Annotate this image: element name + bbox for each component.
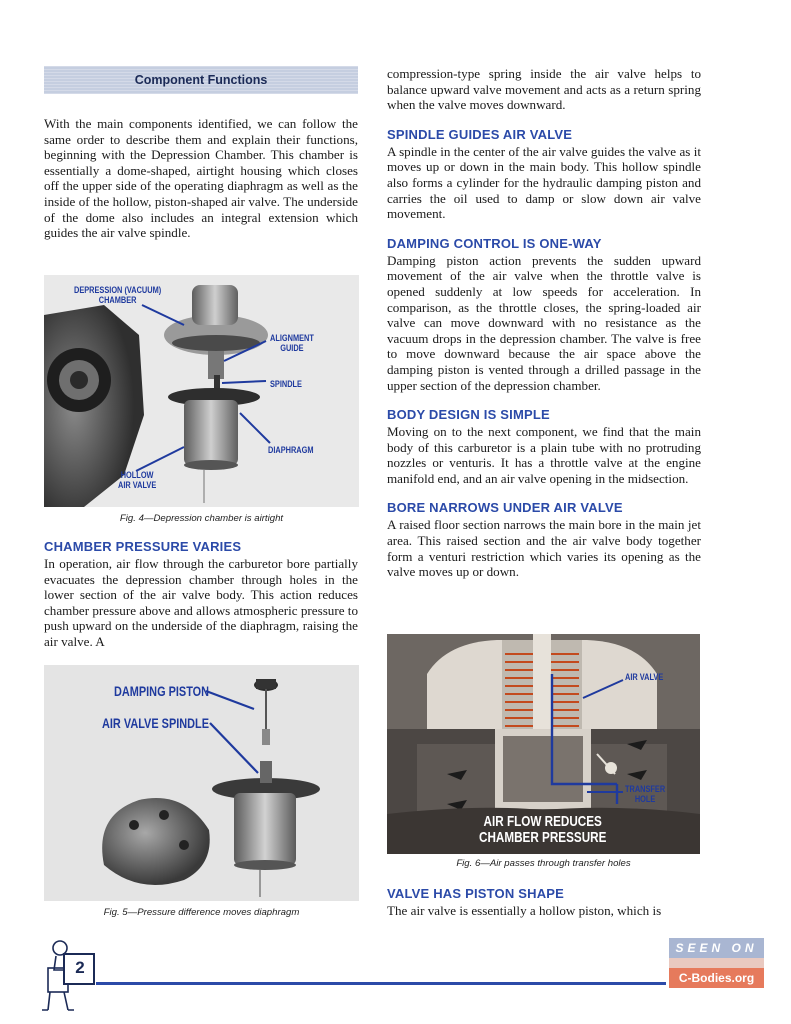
spindle-paragraph: A spindle in the center of the air valve guides the valve as it moves up or down in the main body. This hollow spindle also forms a cylinder for the hydraulic damping piston and carries the oil used to damp or slow down air valve movement. xyxy=(387,143,701,222)
section-banner: Component Functions xyxy=(44,66,358,94)
right-column xyxy=(387,66,701,580)
left-column xyxy=(44,66,358,241)
figure-6-caption: Fig. 6—Air passes through transfer holes xyxy=(456,858,631,869)
label-hollow-air-valve: HOLLOW AIR VALVE xyxy=(118,470,157,490)
mascot-figure xyxy=(42,938,102,1014)
figure-4-caption: Fig. 4—Depression chamber is airtight xyxy=(119,513,284,524)
damping-heading: DAMPING CONTROL IS ONE-WAY xyxy=(387,235,602,251)
continued-paragraph: compression-type spring inside the air valve helps to balance upward valve movement and acts as a return spring when the valve moves downward. xyxy=(387,66,701,113)
label-air-valve-spindle: AIR VALVE SPINDLE xyxy=(102,715,209,731)
bore-paragraph: A raised floor section narrows the main bore in the main jet area. This raised section and the air valve body together form a venturi restriction which varies its opening as the valve moves up or down. xyxy=(387,517,701,580)
chamber-paragraph: In operation, air flow through the carburetor bore partially evacuates the depression chamber through holes in the lower section of the air valve body. This action reduces chamber pressure above and allows atmospheric pressure to push upward on the underside of the diaphragm, raising the air valve. A xyxy=(44,556,358,649)
watermark-car xyxy=(669,958,764,968)
label-damping-piston: DAMPING PISTON xyxy=(114,683,210,699)
body-paragraph: Moving on to the next component, we find that the main body of this carburetor is a plain tube with no protruding nozzles or venturis. It has a throttle valve at the engine manifold end, and an air valve opening in the midsection. xyxy=(387,424,701,486)
figure-6-illustration xyxy=(387,634,700,854)
label-transfer-hole: TRANSFER HOLE xyxy=(625,784,666,804)
footer-rule xyxy=(96,982,666,985)
label-depression-chamber: DEPRESSION (VACUUM) CHAMBER xyxy=(74,285,162,305)
valve-heading: VALVE HAS PISTON SHAPE xyxy=(387,886,565,901)
damping-piston-photo xyxy=(44,665,359,901)
damping-paragraph: Damping piston action prevents the sudden upward movement of the air valve when the throttle valve is opened suddenly at low speeds for acceleration. In comparison, as the throttle closes, the spring-loaded air valve can move downward with no resistance as the vacuum drops in the depression chamber. The valve is free to move downward because the air space above the damping piston is vented through a drilled passage in the upper section of the depression chamber. xyxy=(387,252,701,393)
watermark-bottom: C-Bodies.org xyxy=(669,968,764,988)
figure-5-caption: Fig. 5—Pressure difference moves diaphragm xyxy=(103,907,300,918)
chamber-heading: CHAMBER PRESSURE VARIES xyxy=(44,539,242,554)
carburetor-parts-photo xyxy=(44,275,359,507)
watermark xyxy=(669,938,764,996)
body-heading: BODY DESIGN IS SIMPLE xyxy=(387,407,550,423)
watermark-top: SEEN ON xyxy=(669,938,764,958)
bore-heading: BORE NARROWS UNDER AIR VALVE xyxy=(387,500,623,516)
label-diaphragm: DIAPHRAGM xyxy=(268,445,314,455)
label-air-valve: AIR VALVE xyxy=(625,672,664,682)
page-number: 2 xyxy=(75,958,85,977)
valve-paragraph: The air valve is essentially a hollow piston, which is xyxy=(387,903,662,918)
intro-paragraph: With the main components identified, we can follow the same order to describe them and explain their functions, beginning with the Depression Chamber. This chamber is essentially a dome-shaped, airtight housing which closes off the upper side of the operating diaphragm as well as the inside of the hollow, piston-shaped air valve. The underside of the dome also includes an integral extension which guides the air valve spindle. xyxy=(44,116,358,241)
label-spindle: SPINDLE xyxy=(270,379,302,389)
figure-4-photo xyxy=(44,275,359,507)
chamber-section xyxy=(44,539,358,650)
spindle-heading: SPINDLE GUIDES AIR VALVE xyxy=(387,126,573,142)
figure-5-photo xyxy=(44,665,359,901)
valve-section xyxy=(387,886,701,919)
label-air-flow: AIR FLOW REDUCES CHAMBER PRESSURE xyxy=(479,813,607,846)
label-alignment-guide: ALIGNMENT GUIDE xyxy=(270,333,314,353)
